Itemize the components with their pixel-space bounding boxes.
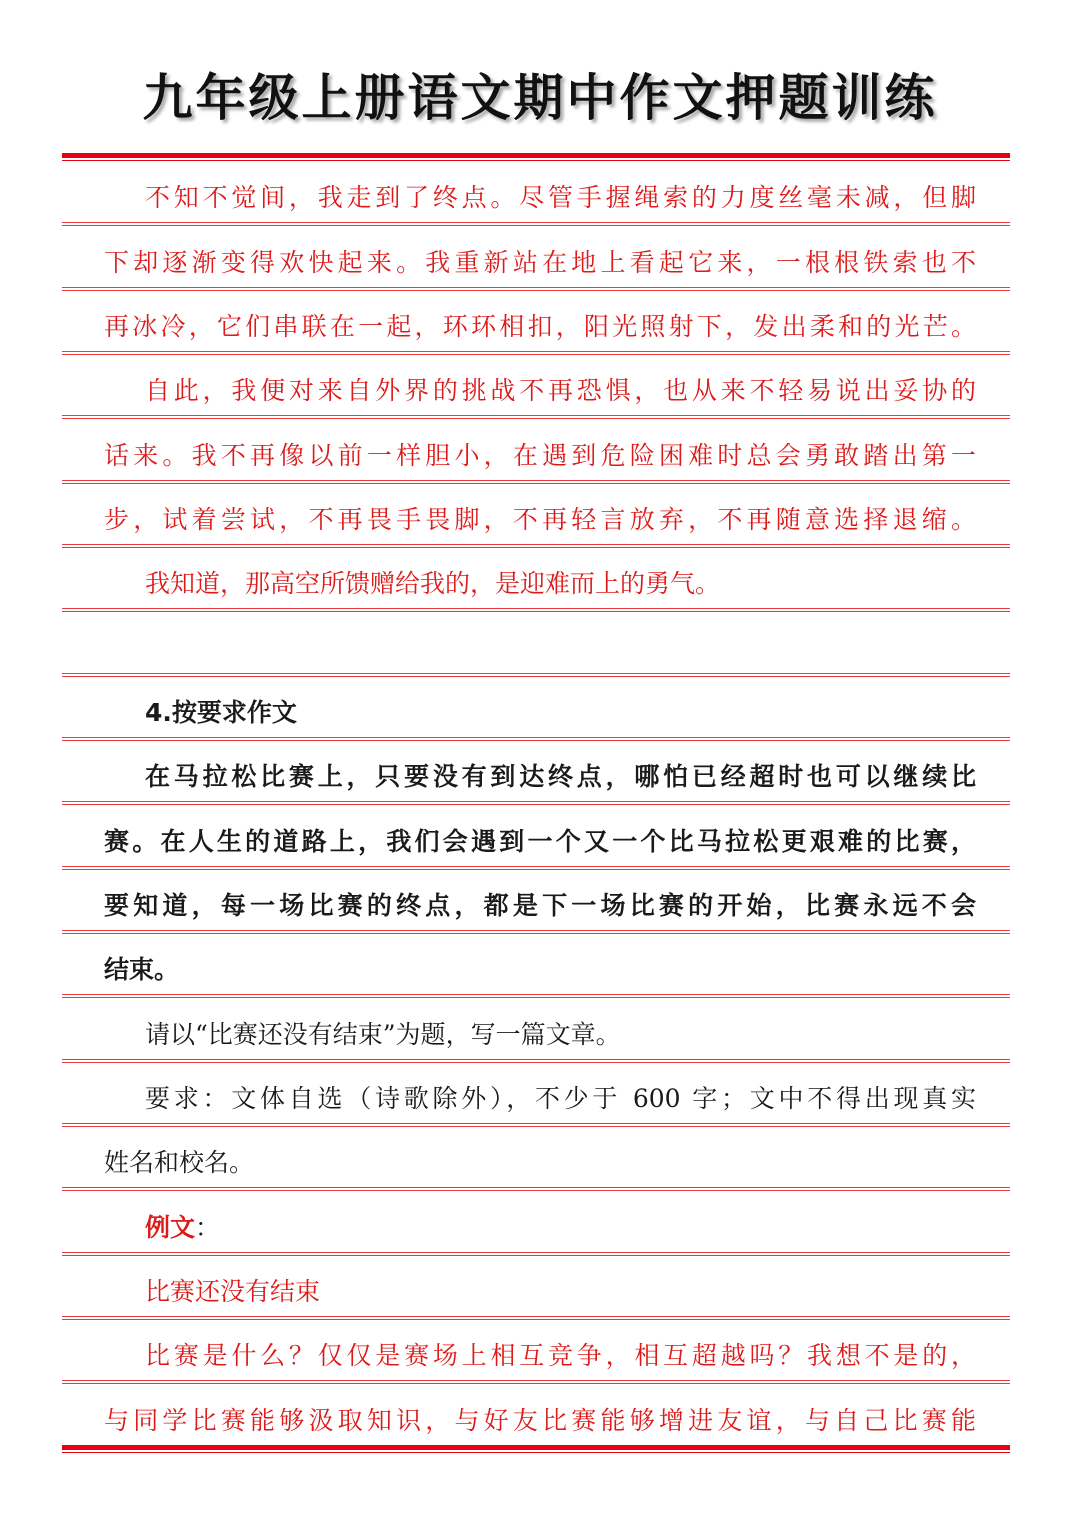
task-heading: 4.按要求作文 bbox=[145, 698, 297, 727]
ruled-line bbox=[62, 1380, 1010, 1384]
ruled-line bbox=[62, 866, 1010, 870]
excerpt-line-5: 话来。我不再像以前一样胆小，在遇到危险困难时总会勇敢踏出第一 bbox=[104, 441, 976, 470]
prompt-line-4: 结束。 bbox=[104, 955, 180, 984]
prompt-line-3: 要知道，每一场比赛的终点，都是下一场比赛的开始，比赛永远不会 bbox=[104, 891, 976, 920]
requirement-line-1: 要求：文体自选（诗歌除外），不少于 600 字；文中不得出现真实 bbox=[145, 1084, 976, 1113]
excerpt-line-1: 不知不觉间，我走到了终点。尽管手握绳索的力度丝毫未减，但脚 bbox=[145, 183, 976, 212]
ruled-line bbox=[62, 287, 1010, 291]
example-label-row bbox=[145, 1208, 976, 1248]
ruled-line bbox=[62, 608, 1010, 612]
excerpt-line-4: 自此，我便对来自外界的挑战不再恐惧，也从来不轻易说出妥协的 bbox=[145, 376, 976, 405]
excerpt-line-3: 再冰冷，它们串联在一起，环环相扣，阳光照射下，发出柔和的光芒。 bbox=[104, 312, 976, 341]
title-divider bbox=[62, 153, 1010, 161]
ruled-line bbox=[62, 415, 1010, 419]
ruled-line bbox=[62, 737, 1010, 741]
task-instruction: 请以“比赛还没有结束”为题，写一篇文章。 bbox=[145, 1020, 621, 1049]
ruled-line bbox=[62, 930, 1010, 934]
requirement-line-2: 姓名和校名。 bbox=[104, 1148, 255, 1177]
ruled-line bbox=[62, 1316, 1010, 1320]
ruled-line bbox=[62, 1187, 1010, 1191]
ruled-line bbox=[62, 673, 1010, 677]
bottom-divider bbox=[62, 1445, 1010, 1453]
example-label: 例文 bbox=[145, 1213, 196, 1242]
page-title: 九年级上册语文期中作文押题训练 bbox=[142, 69, 938, 127]
ruled-line bbox=[62, 544, 1010, 548]
ruled-line bbox=[62, 351, 1010, 355]
example-label-colon: ： bbox=[195, 1213, 221, 1242]
excerpt-line-2: 下却逐渐变得欢快起来。我重新站在地上看起它来，一根根铁索也不 bbox=[104, 248, 976, 277]
excerpt-line-6: 步，试着尝试，不再畏手畏脚，不再轻言放弃，不再随意选择退缩。 bbox=[104, 505, 976, 534]
prompt-line-1: 在马拉松比赛上，只要没有到达终点，哪怕已经超时也可以继续比 bbox=[145, 762, 976, 791]
ruled-line bbox=[62, 222, 1010, 226]
ruled-line bbox=[62, 1059, 1010, 1063]
prompt-line-2: 赛。在人生的道路上，我们会遇到一个又一个比马拉松更艰难的比赛， bbox=[104, 827, 976, 856]
essay-line-1: 比赛是什么？仅仅是赛场上相互竞争，相互超越吗？我想不是的， bbox=[145, 1341, 976, 1370]
ruled-line bbox=[62, 480, 1010, 484]
ruled-line bbox=[62, 994, 1010, 998]
ruled-line bbox=[62, 801, 1010, 805]
ruled-line bbox=[62, 1252, 1010, 1256]
essay-line-2: 与同学比赛能够汲取知识，与好友比赛能够增进友谊，与自己比赛能 bbox=[104, 1406, 976, 1435]
essay-title: 比赛还没有结束 bbox=[145, 1277, 321, 1306]
ruled-line bbox=[62, 1123, 1010, 1127]
excerpt-line-7: 我知道，那高空所馈赠给我的，是迎难而上的勇气。 bbox=[145, 569, 721, 598]
